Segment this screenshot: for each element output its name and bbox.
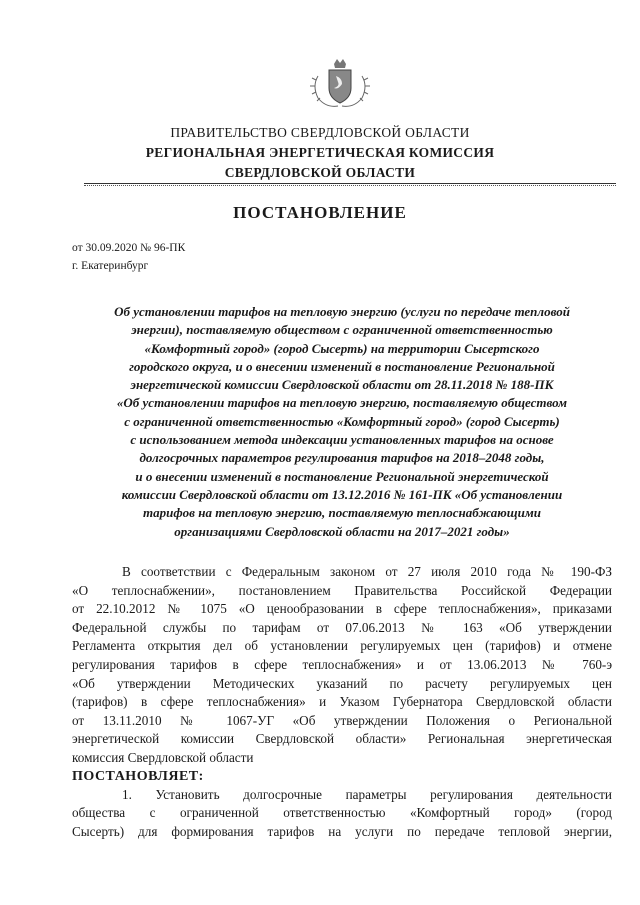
subject-line: долгосрочных параметров регулирования тарифов на 2018–2048 годы,	[139, 450, 545, 466]
preamble-line: (тарифов) в сфере теплоснабжения» и Указом Губернатора Свердловской области	[72, 694, 612, 710]
preamble-line: «О теплоснабжении», постановлением Правительства Российской Федерации	[72, 582, 612, 598]
subject-line: с ограниченной ответственностью «Комфортный город» (город Сысерть)	[124, 413, 560, 429]
region-name: СВЕРДЛОВСКОЙ ОБЛАСТИ	[224, 165, 416, 180]
subject-line: Об установлении тарифов на тепловую энергию (услуги по передаче тепловой	[114, 304, 570, 319]
document-subject	[72, 303, 612, 541]
subject-line: и о внесении изменений в постановление Региональной энергетической	[135, 468, 549, 484]
subject-line: организациями Свердловской области на 2017–2021 годы»	[174, 523, 510, 539]
commission-name: РЕГИОНАЛЬНАЯ ЭНЕРГЕТИЧЕСКАЯ КОМИССИЯ	[145, 145, 495, 160]
preamble-line: регулирования тарифов в сфере теплоснабжения» и от 13.06.2013 № 760-э	[72, 656, 612, 672]
preamble-line: «Об утверждении Методических указаний по расчету регулируемых цен	[72, 675, 612, 691]
preamble-line: от 13.11.2010 № 1067-УГ «Об утверждении Положения о Региональной	[72, 712, 612, 728]
subject-line: тарифов на тепловую энергию, поставляемую теплоснабжающими	[143, 505, 541, 521]
header-divider	[84, 183, 616, 186]
document-city: г. Екатеринбург	[72, 260, 149, 272]
subject-line: «Об установлении тарифов на тепловую энергию, поставляемую обществом	[116, 395, 568, 411]
subject-line: энергетической комиссии Свердловской области от 28.11.2018 № 188-ПК	[130, 377, 554, 393]
document-body	[72, 563, 612, 841]
government-name: ПРАВИТЕЛЬСТВО СВЕРДЛОВСКОЙ ОБЛАСТИ	[170, 125, 470, 140]
preamble-line: В соответствии с Федеральным законом от 27 июля 2010 года № 190-ФЗ	[122, 564, 612, 579]
subject-line: с использованием метода индексации установленных тарифов на основе	[130, 432, 554, 448]
preamble-line: Федеральной службы по тарифам от 07.06.2013 № 163 «Об утверждении	[72, 619, 612, 635]
document-date-number: от 30.09.2020 № 96-ПК	[72, 242, 186, 254]
subject-line: энергии), поставляемую обществом с ограниченной ответственностью	[131, 322, 553, 338]
preamble-line: Регламента открытия дел об установлении регулируемых цен (тарифов) и отмене	[72, 638, 612, 654]
item-line: 1. Установить долгосрочные параметры регулирования деятельности	[122, 786, 612, 802]
subject-line: городского округа, и о внесении изменений в постановление Региональной	[129, 358, 555, 374]
item-line: общества с ограниченной ответственностью «Комфортный город» (город	[72, 805, 612, 821]
preamble-line: энергетической комиссии Свердловской области» Региональная энергетическая	[72, 731, 612, 747]
resolves-heading: ПОСТАНОВЛЯЕТ:	[72, 768, 204, 784]
item-line: Сысерть) для формирования тарифов на услуги по передаче тепловой энергии,	[72, 823, 612, 839]
coat-of-arms-emblem	[308, 56, 372, 116]
subject-line: комиссии Свердловской области от 13.12.2016 № 161-ПК «Об установлении	[121, 486, 563, 502]
preamble-line: комиссия Свердловской области	[72, 749, 254, 765]
subject-line: «Комфортный город» (город Сысерть) на территории Сысертского	[144, 340, 540, 356]
document-title: ПОСТАНОВЛЕНИЕ	[233, 203, 407, 222]
preamble-line: от 22.10.2012 № 1075 «О ценообразовании в сфере теплоснабжения», приказами	[72, 601, 612, 617]
